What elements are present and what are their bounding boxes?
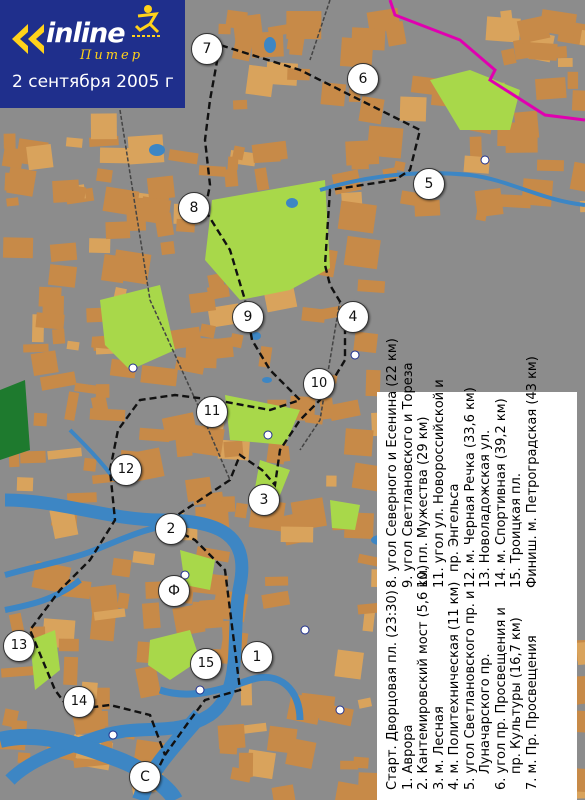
city-block	[101, 254, 127, 283]
city-block	[33, 413, 47, 427]
city-block	[6, 197, 19, 206]
city-block	[91, 113, 117, 139]
legend-line: 11. угол ул. Новороссийской и	[431, 379, 447, 588]
city-block	[254, 167, 269, 191]
city-block	[36, 312, 65, 329]
marker-start[interactable]: С	[129, 761, 161, 793]
city-block	[351, 204, 367, 227]
city-block	[17, 477, 34, 491]
marker-3[interactable]: 3	[248, 484, 280, 516]
marker-6[interactable]: 6	[347, 63, 379, 95]
city-block	[64, 391, 79, 420]
city-block	[2, 147, 24, 169]
legend-line: Финиш. м. Петроградская (43 км)	[524, 356, 540, 588]
city-block	[147, 176, 175, 201]
city-block	[578, 679, 585, 701]
marker-4[interactable]: 4	[337, 301, 369, 333]
city-block	[245, 65, 275, 97]
metro-icon	[129, 364, 137, 372]
city-block	[326, 476, 336, 487]
city-block	[48, 264, 77, 288]
legend-line: 9. угол Светлановского и Тореза	[400, 362, 416, 588]
city-block	[40, 371, 77, 390]
city-block	[320, 82, 346, 106]
city-block	[218, 24, 230, 35]
metro-icon	[351, 351, 359, 359]
city-block	[281, 527, 314, 543]
city-block	[65, 185, 86, 202]
city-block	[576, 642, 585, 665]
city-block	[224, 168, 238, 187]
city-block	[83, 458, 96, 472]
city-block	[140, 365, 178, 386]
metro-icon	[196, 686, 204, 694]
city-block	[74, 383, 98, 394]
city-block	[358, 697, 372, 708]
city-block	[498, 194, 531, 208]
arrows-icon	[10, 22, 50, 56]
city-block	[220, 729, 239, 754]
legend-line: 12. м. Черная Речка (33,6 км)	[462, 387, 478, 588]
legend-line: пр. Культуры (16,7 км)	[509, 617, 524, 774]
legend-line: 10. пл. Мужества (29 км)	[416, 416, 431, 588]
city-block	[168, 149, 198, 164]
legend-line: 6. угол пр. Просвещения и	[493, 607, 509, 790]
city-block	[96, 168, 113, 183]
marker-finish[interactable]: Ф	[158, 575, 190, 607]
city-block	[142, 602, 161, 629]
city-block	[261, 591, 290, 609]
city-block	[299, 693, 335, 720]
city-block	[89, 584, 118, 612]
city-block	[187, 424, 225, 456]
city-block	[558, 58, 573, 67]
city-block	[160, 241, 175, 255]
city-block	[572, 90, 585, 111]
logo-subtitle: Питер	[80, 48, 144, 63]
city-block	[3, 237, 33, 258]
city-block	[63, 657, 78, 686]
city-block	[400, 97, 427, 122]
marker-13[interactable]: 13	[3, 630, 35, 662]
legend-line: Старт. Дворцовая пл. (23:30)	[385, 590, 400, 790]
city-block	[287, 30, 306, 51]
city-block	[265, 576, 288, 586]
logo-title: inline	[46, 18, 125, 49]
city-block	[59, 639, 79, 652]
city-block	[252, 141, 288, 163]
city-block	[105, 221, 130, 239]
city-block	[100, 148, 132, 164]
legend-line: 8. угол Северного и Есенина (22 км)	[385, 338, 400, 588]
city-block	[6, 167, 36, 197]
skater-icon	[128, 4, 166, 40]
city-block	[89, 238, 110, 253]
city-block	[568, 72, 579, 89]
city-block	[1, 666, 34, 677]
marker-10[interactable]: 10	[303, 368, 335, 400]
route-legend	[377, 338, 577, 800]
marker-1[interactable]: 1	[241, 641, 273, 673]
city-block	[67, 341, 80, 351]
city-block	[340, 761, 358, 770]
city-block	[537, 160, 564, 172]
city-block	[66, 137, 83, 148]
logo-panel	[0, 0, 185, 108]
legend-line: 1. Аврора	[400, 724, 416, 790]
city-block	[31, 350, 59, 376]
marker-9[interactable]: 9	[232, 301, 264, 333]
city-block	[291, 497, 327, 530]
city-block	[344, 428, 374, 456]
city-block	[233, 100, 247, 110]
city-block	[96, 384, 110, 398]
marker-7[interactable]: 7	[191, 33, 223, 65]
city-block	[550, 46, 567, 59]
city-block	[230, 333, 244, 348]
metro-icon	[301, 626, 309, 634]
city-block	[4, 134, 16, 149]
city-block	[26, 144, 53, 170]
legend-column-2	[385, 338, 540, 588]
marker-14[interactable]: 14	[63, 686, 95, 718]
city-block	[570, 162, 585, 192]
marker-11[interactable]: 11	[196, 396, 228, 428]
city-block	[358, 96, 384, 124]
city-block	[235, 503, 248, 519]
city-block	[47, 448, 82, 460]
city-block	[333, 781, 361, 800]
city-block	[23, 344, 49, 353]
event-date: 2 сентября 2005 г	[12, 72, 174, 92]
legend-line: 4. м. Политехническая (11 км)	[447, 581, 462, 790]
city-block	[357, 279, 385, 293]
legend-line: пр. Энгельса	[447, 483, 462, 572]
city-block	[535, 77, 567, 100]
city-block	[132, 551, 155, 565]
marker-15[interactable]: 15	[190, 648, 222, 680]
city-block	[385, 21, 407, 47]
city-block	[267, 726, 298, 754]
marker-8[interactable]: 8	[178, 192, 210, 224]
legend-line: 14. м. Спортивная (39,2 км)	[493, 398, 509, 588]
city-block	[112, 558, 132, 578]
legend-line: 2. Кантемировский мост (5,6 км)	[416, 564, 431, 790]
marker-2[interactable]: 2	[155, 513, 187, 545]
metro-icon	[336, 706, 344, 714]
legend-column-1	[385, 564, 540, 790]
legend-line: Луначарского пр.	[478, 653, 493, 774]
city-block	[154, 212, 174, 237]
city-block	[199, 165, 226, 177]
marker-5[interactable]: 5	[413, 168, 445, 200]
city-block	[351, 142, 369, 169]
dark-forest	[0, 380, 30, 460]
city-block	[301, 307, 325, 323]
legend-line: 15. Троицкая пл.	[509, 473, 524, 588]
metro-icon	[264, 431, 272, 439]
city-block	[39, 287, 62, 307]
legend-line: 13. Новоладожская ул.	[478, 429, 493, 588]
legend-line: 3. м. Лесная	[431, 706, 447, 790]
metro-icon	[481, 156, 489, 164]
city-block	[50, 243, 77, 263]
city-block	[344, 236, 381, 269]
city-block	[334, 650, 364, 680]
city-block	[20, 451, 46, 464]
city-block	[117, 593, 130, 610]
city-block	[353, 332, 378, 354]
legend-line: 7. м. Пр. Просвещения	[524, 635, 540, 790]
marker-12[interactable]: 12	[110, 454, 142, 486]
city-block	[501, 48, 517, 65]
city-block	[272, 784, 297, 800]
legend-line: 5. угол Светлановского пр. и	[462, 590, 478, 790]
city-block	[52, 329, 65, 345]
metro-icon	[109, 731, 117, 739]
